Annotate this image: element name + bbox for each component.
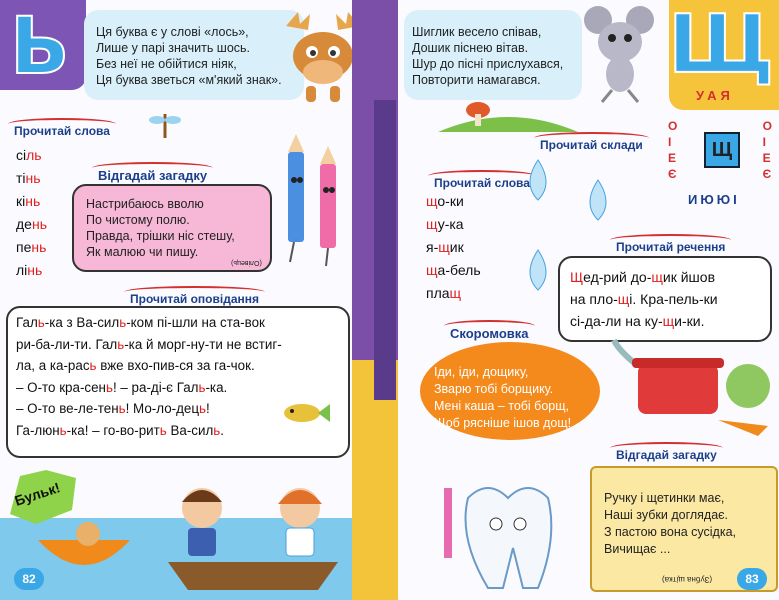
riddle-text: Настрибаюсь вволю По чистому полю. Правда, трішки ніс стешу, Як малюю чи пишу. — [86, 197, 235, 259]
right-poem: Шиглик весело співав, Дошик піснею вітав. Шур до пісні прислухався, Повторити намагався. — [412, 25, 564, 87]
riddle-answer: (Олівець) — [231, 259, 262, 266]
list-item: ща-бель — [426, 262, 481, 278]
list-item: що-ки — [426, 193, 464, 209]
left-page — [0, 0, 372, 600]
story-label: Прочитай оповідання — [130, 292, 259, 306]
story-line: – О-то ве-ле-тень! Мо-ло-дець! — [16, 401, 210, 416]
shcha-word-list — [426, 190, 481, 305]
big-letter-shcha: Щ — [668, 0, 775, 91]
list-item: кінь — [16, 193, 41, 209]
syllable-wheel: УАЯ О І Е Є О І Е Є Щ ИЮЮІ — [668, 88, 772, 207]
list-item: пень — [16, 239, 47, 255]
tongue-twister-text: Іди, іди, дощику, Зварю тобі борщику. Мені каша – тобі борщ, Щоб рясніше ішов дощ! — [434, 365, 572, 430]
sentences-bubble — [558, 256, 772, 342]
list-item: сіль — [16, 147, 42, 163]
story-line: ри-ба-ли-ти. Галь-ка й морг-ну-ти не встиг- — [16, 336, 282, 352]
right-page — [398, 0, 779, 600]
page-number-left: 82 — [14, 568, 44, 590]
intro-poem-box — [84, 10, 304, 100]
big-letter-soft-sign: Ь — [10, 2, 70, 92]
list-item: лінь — [16, 262, 43, 278]
grass-icon — [438, 92, 578, 132]
riddle-bubble — [72, 184, 272, 272]
sentence-line: на пло-щі. Кра-пель-ки — [570, 291, 718, 307]
list-item: день — [16, 216, 47, 232]
splash-text: Бульк! — [12, 479, 62, 509]
sentence-line: Щед-рий до-щик йшов — [570, 269, 716, 285]
page-number-right: 83 — [737, 568, 767, 590]
riddle-answer-right: (Зубна щітка) — [662, 575, 713, 584]
dragonfly-icon — [148, 110, 182, 140]
read-words-label-right: Прочитай слова — [434, 176, 530, 190]
kids-in-boat-icon — [168, 478, 338, 600]
read-words-label: Прочитай слова — [14, 124, 110, 138]
tongue-twister-label: Скоромовка — [450, 326, 529, 341]
fish-icon — [280, 400, 330, 426]
wheel-center-letter: Щ — [704, 132, 740, 168]
pencils-icon — [280, 130, 356, 270]
riddle-label-right: Відгадай загадку — [616, 448, 717, 462]
pot-icon — [608, 336, 778, 436]
list-item: щу-ка — [426, 216, 464, 232]
sentence-line: сі-да-ли на ку-щи-ки. — [570, 313, 705, 329]
list-item: я-щик — [426, 239, 464, 255]
sentences-text — [570, 266, 718, 332]
list-item: плащ — [426, 285, 462, 301]
mouse-icon — [580, 2, 664, 104]
tongue-twister-box — [420, 342, 600, 440]
riddle-label: Відгадай загадку — [98, 168, 207, 183]
syllables-label: Прочитай склади — [540, 138, 643, 152]
sentences-label: Прочитай речення — [616, 240, 725, 254]
story-line: – О-то кра-сень! – ра-ді-є Галь-ка. — [16, 379, 228, 395]
intro-poem: Ця буква є у слові «лось», Лише у парі значить шось. Без неї не обійтися ніяк, Ця буква зветься «м'який знак». — [96, 25, 282, 87]
list-item: тінь — [16, 170, 41, 186]
story-bubble — [6, 306, 350, 458]
story-line: Галь-ка з Ва-силь-ком пі-шли на ста-вок — [16, 315, 265, 330]
right-poem-box — [404, 10, 582, 100]
umbrella-boat-icon — [34, 520, 134, 580]
story-line: Га-люнь-ка! – го-во-рить Ва-силь. — [16, 422, 224, 438]
riddle-text-right: Ручку і щетинки має, Наші зубки доглядає. З пастою вона сусідка, Вичищає ... — [604, 491, 737, 556]
soft-sign-word-list — [16, 144, 47, 282]
tooth-icon — [438, 468, 578, 596]
story-text — [16, 312, 282, 441]
story-line: ла, а ка-рась вже вхо-пив-ся за га-чок. — [16, 358, 255, 373]
